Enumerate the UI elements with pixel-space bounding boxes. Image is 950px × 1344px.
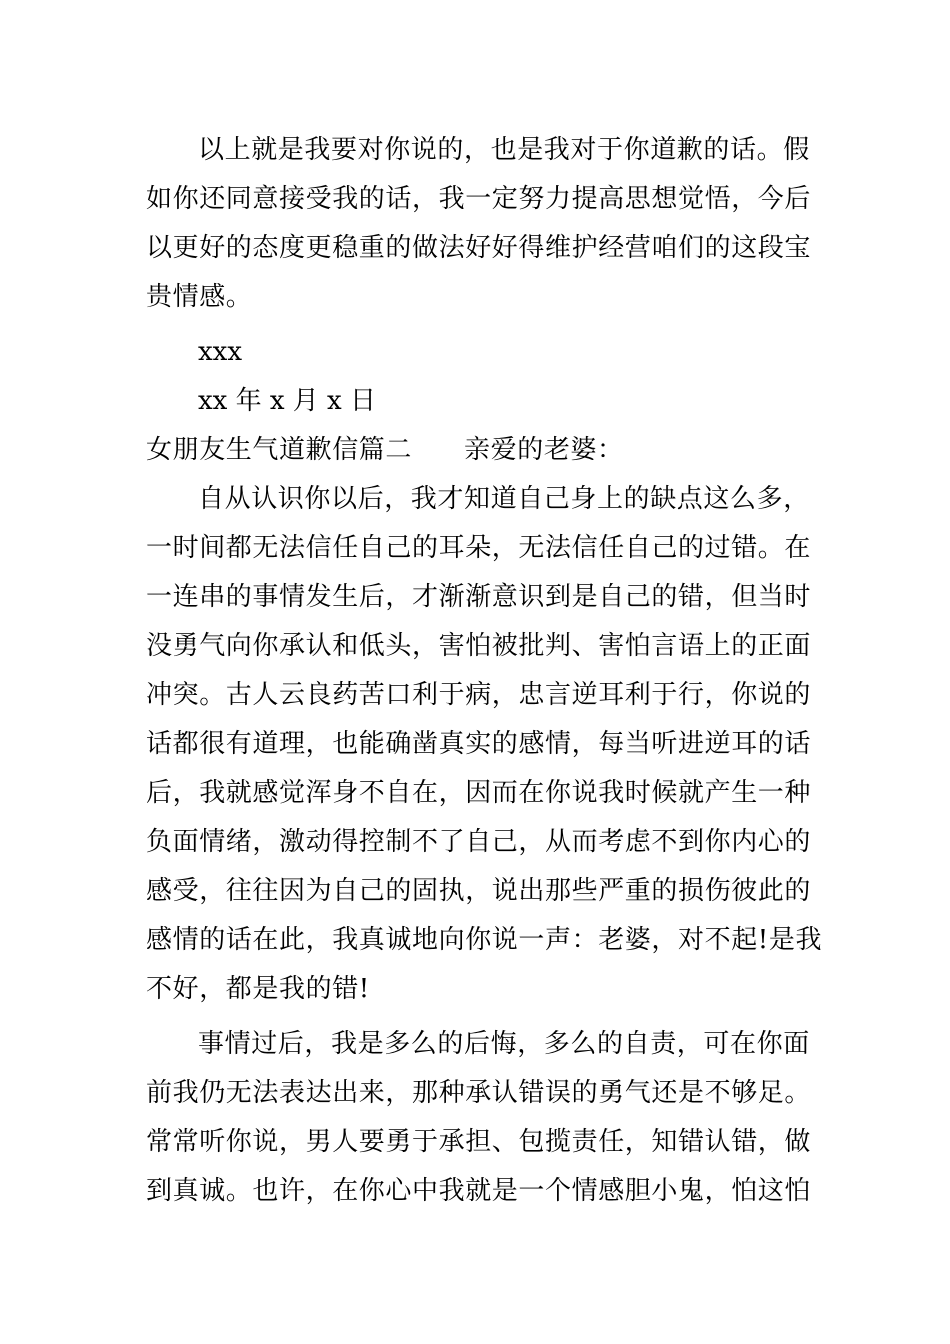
paragraph-line: 冲突。古人云良药苦口利于病，忠言逆耳利于行，你说的 bbox=[146, 680, 812, 710]
paragraph-line: 一连串的事情发生后，才渐渐意识到是自己的错，但当时 bbox=[146, 582, 812, 612]
paragraph-line: 感情的话在此，我真诚地向你说一声：老婆，对不起!是我 bbox=[146, 925, 823, 955]
paragraph-line: 到真诚。也许，在你心中我就是一个情感胆小鬼，怕这怕 bbox=[146, 1176, 812, 1206]
signature: xxx bbox=[198, 337, 242, 367]
paragraph-line: 常常听你说，男人要勇于承担、包揽责任，知错认错，做 bbox=[146, 1127, 812, 1157]
paragraph-line: 后，我就感觉浑身不自在，因而在你说我时候就产生一种 bbox=[146, 778, 812, 808]
heading-title: 女朋友生气道歉信篇二 bbox=[146, 435, 413, 465]
paragraph-3 bbox=[146, 1020, 810, 1216]
paragraph-line: 以上就是我要对你说的，也是我对于你道歉的话。假 bbox=[198, 135, 810, 165]
document-page bbox=[146, 126, 823, 1216]
paragraph-line: 贵情感。 bbox=[146, 282, 253, 312]
letter-date: xx 年 x 月 x 日 bbox=[198, 386, 376, 416]
paragraph-line: 话都很有道理，也能确凿真实的感情，每当听进逆耳的话 bbox=[146, 729, 812, 759]
paragraph-line: 感受，往往因为自己的固执，说出那些严重的损伤彼此的 bbox=[146, 876, 812, 906]
section-heading bbox=[146, 426, 810, 475]
paragraph-line: 如你还同意接受我的话，我一定努力提高思想觉悟，今后 bbox=[146, 184, 812, 214]
paragraph-line: 一时间都无法信任自己的耳朵，无法信任自己的过错。在 bbox=[146, 533, 812, 563]
paragraph-line: 前我仍无法表达出来，那种承认错误的勇气还是不够足。 bbox=[146, 1078, 812, 1108]
salutation: 亲爱的老婆： bbox=[464, 435, 624, 465]
paragraph-line: 不好，都是我的错! bbox=[146, 974, 370, 1004]
paragraph-2 bbox=[146, 475, 823, 1014]
paragraph-line: 没勇气向你承认和低头，害怕被批判、害怕言语上的正面 bbox=[146, 631, 812, 661]
paragraph-line: 以更好的态度更稳重的做法好好得维护经营咱们的这段宝 bbox=[146, 233, 812, 263]
paragraph-1 bbox=[146, 126, 810, 322]
paragraph-line: 负面情绪，激动得控制不了自己，从而考虑不到你内心的 bbox=[146, 827, 812, 857]
paragraph-line: 自从认识你以后，我才知道自己身上的缺点这么多， bbox=[198, 484, 810, 514]
paragraph-line: 事情过后，我是多么的后悔，多么的自责，可在你面 bbox=[198, 1029, 810, 1059]
